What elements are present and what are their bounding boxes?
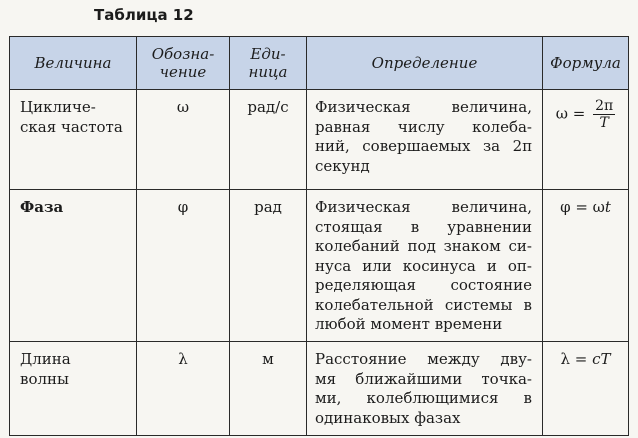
quantity-formula: [543, 342, 629, 436]
quantity-name: [10, 190, 137, 342]
quantity-name-line: Фаза: [20, 198, 64, 216]
definition-line: мя ближайшими точка-: [315, 369, 532, 388]
definition-line: колебательной системы в: [315, 295, 532, 314]
quantity-definition: [307, 90, 543, 190]
quantity-name: [10, 90, 137, 190]
header-unit-line-2: ница: [248, 63, 288, 81]
header-unit: [230, 37, 307, 90]
quantity-name-line: Цикличе-: [20, 98, 96, 116]
fraction-denominator: T: [599, 115, 609, 131]
header-definition: Определение: [307, 37, 543, 90]
definition-line: Физическая величина,: [315, 98, 532, 116]
quantity-name-line: ская частота: [20, 117, 123, 136]
definition-line: Физическая величина,: [315, 198, 532, 216]
fraction-numerator: 2π: [595, 98, 614, 114]
definition-line: секунд: [315, 156, 370, 175]
quantity-unit: м: [230, 342, 307, 436]
quantity-definition: [307, 190, 543, 342]
physics-quantities-table: [9, 36, 629, 436]
table-row: [10, 342, 629, 436]
definition-line: нуса или косинуса и оп-: [315, 256, 532, 275]
quantity-unit: рад/с: [230, 90, 307, 190]
formula-variable: cT: [592, 350, 611, 368]
formula-left: λ =: [560, 350, 593, 368]
table-caption: Таблица 12: [94, 6, 194, 24]
quantity-formula: [543, 90, 629, 190]
formula-variable: t: [604, 198, 611, 216]
definition-line: ний, совершаемых за 2π: [315, 137, 532, 155]
header-symbol-line-1: Обозна-: [151, 45, 215, 63]
definition-line: колебаний под знаком си-: [315, 237, 532, 255]
quantity-formula: [543, 190, 629, 342]
header-symbol: [137, 37, 230, 90]
quantity-name-line: волны: [20, 369, 69, 388]
definition-line: Расстояние между дву-: [315, 350, 532, 368]
quantity-name-line: Длина: [20, 350, 71, 368]
header-unit-line-1: Еди-: [250, 45, 286, 63]
quantity-symbol: ω: [137, 90, 230, 190]
quantity-unit: рад: [230, 190, 307, 342]
header-symbol-line-2: чение: [159, 63, 207, 81]
quantity-symbol: λ: [137, 342, 230, 436]
formula-left: ω =: [555, 104, 586, 123]
definition-line: ределяющая состояние: [315, 276, 532, 294]
quantity-definition: [307, 342, 543, 436]
definition-line: равная числу колеба-: [315, 117, 532, 136]
formula-left: φ = ω: [560, 198, 605, 216]
definition-line: ми, колеблющимися в: [315, 389, 532, 407]
definition-line: любой момент времени: [315, 315, 503, 333]
header-formula: Формула: [543, 37, 629, 90]
formula-fraction: [593, 98, 615, 131]
definition-line: одинаковых фазах: [315, 408, 461, 427]
table-row: [10, 90, 629, 190]
quantity-name: [10, 342, 137, 436]
quantity-symbol: φ: [137, 190, 230, 342]
definition-line: стоящая в уравнении: [315, 217, 532, 236]
header-row: [10, 37, 629, 90]
header-quantity: Величина: [10, 37, 137, 90]
table-row: [10, 190, 629, 342]
